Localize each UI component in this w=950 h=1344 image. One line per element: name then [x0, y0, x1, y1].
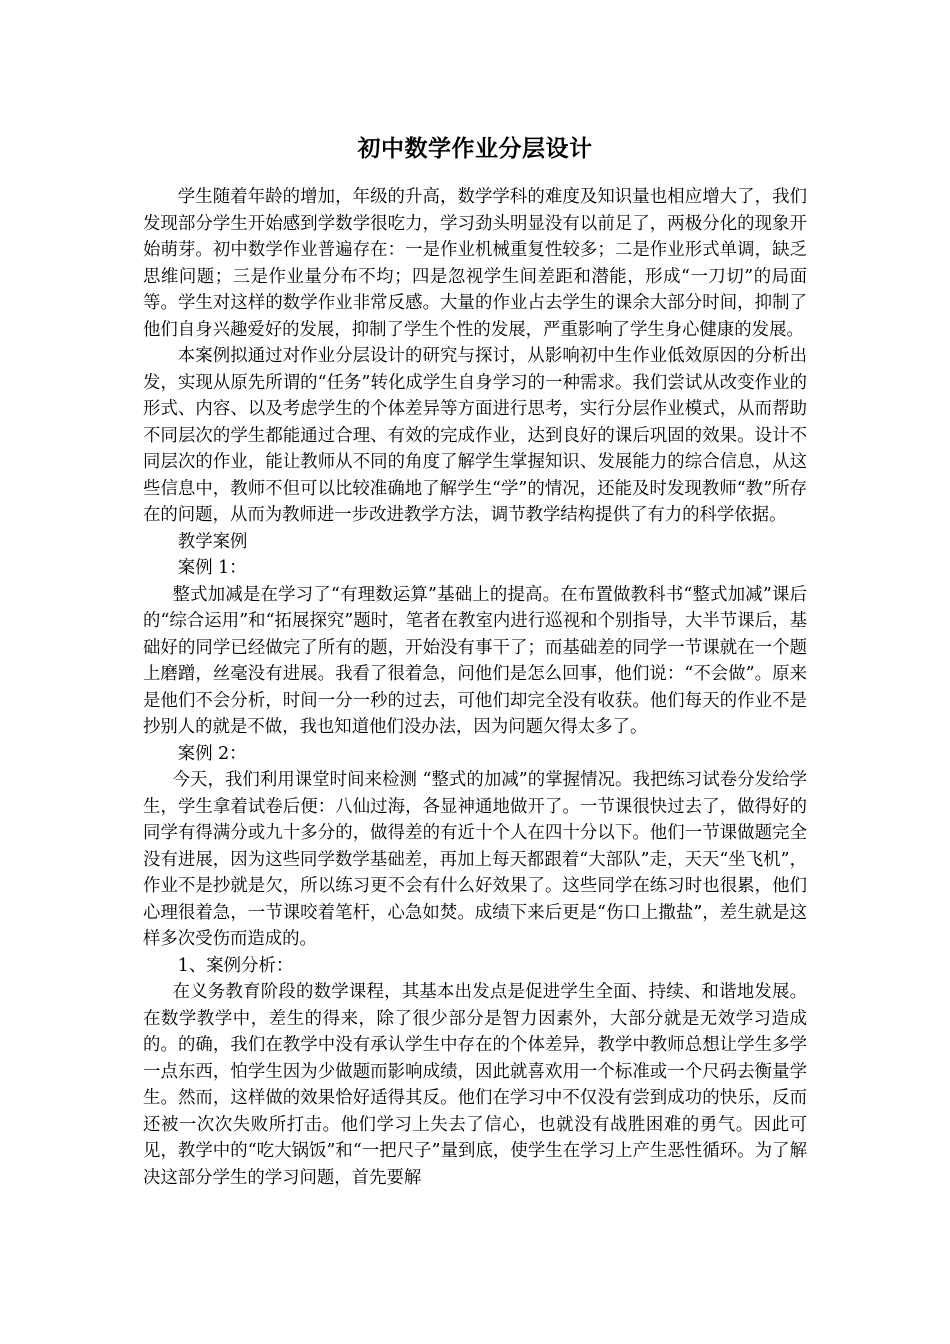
heading-case-1: 案例 1：	[177, 558, 247, 578]
paragraph-case-2: 今天，我们利用课堂时间来检测 “整式的加减”的掌握情况。我把练习试卷分发给学生，学生拿着试卷后便：八仙过海，各显神通地做开了。一节课很快过去了，做得好的同学有得满分或九十多分的，做得差的有近十个人在四十分以下。他们一节课做题完全没有进展，因为这些同学数学基础差，再加上每天都跟着“大部队”走，天天“坐飞机”，作业不是抄就是欠，所以练习更不会有什么好效果了。这些同学在练习时也很累，他们心理很着急，一节课咬着笔杆，心急如焚。成绩下来后更是“伤口上撒盐”，差生就是这样多次受伤而造成的。	[143, 770, 807, 949]
heading-case-2: 案例 2：	[177, 743, 247, 764]
paragraph-case-analysis: 在义务教育阶段的数学课程，其基本出发点是促进学生全面、持续、和谐地发展。在数学教学中，差生的得来，除了很少部分是智力因素外，大部分就是无效学习造成的。的确，我们在教学中没有承认学生中存在的个体差异，教学中教师总想让学生多学一点东西，怕学生因为少做题而影响成绩，因此就喜欢用一个标准或一个尺码去衡量学生。然而，这样做的效果恰好适得其反。他们在学习中不仅没有尝到成功的快乐，反而还被一次次失败所打击。他们学习上失去了信心，也就没有战胜困难的勇气。因此可见，教学中的“吃大锅饭”和“一把尺子”量到底，使学生在学习上产生恶性循环。为了解决这部分学生的学习问题，首先要解	[143, 982, 807, 1188]
paragraph-case-1: 整式加减是在学习了“有理数运算”基础上的提高。在布置做教科书“整式加减”课后的“综合运用”和“拓展探究”题时，笔者在教室内进行巡视和个别指导，大半节课后，基础好的同学已经做完了所有的题，开始没有事干了；而基础差的同学一节课就在一个题上磨蹭，丝毫没有进展。我看了很着急，问他们是怎么回事，他们说：“不会做”。原来是他们不会分析，时间一分一秒的过去，可他们却完全没有收获。他们每天的作业不是抄别人的就是不做，我也知道他们没办法，因为问题欠得太多了。	[143, 584, 807, 737]
paragraph-intro: 学生随着年龄的增加，年级的升高，数学学科的难度及知识量也相应增大了，我们发现部分学生开始感到学数学很吃力，学习劲头明显没有以前足了，两极分化的现象开始萌芽。初中数学作业普遍存在：一是作业机械重复性较多；二是作业形式单调，缺乏思维问题；三是作业量分布不均；四是忽视学生间差距和潜能，形成“一刀切”的局面等。学生对这样的数学作业非常反感。大量的作业占去学生的课余大部分时间，抑制了他们自身兴趣爱好的发展，抑制了学生个性的发展，严重影响了学生身心健康的发展。	[143, 187, 807, 340]
heading-teaching-cases: 教学案例	[177, 531, 248, 552]
paragraph-purpose: 本案例拟通过对作业分层设计的研究与探讨，从影响初中生作业低效原因的分析出发，实现从原先所谓的“任务”转化成学生自身学习的一种需求。我们尝试从改变作业的形式、内容、以及考虑学生的个体差异等方面进行思考，实行分层作业模式，从而帮助不同层次的学生都能通过合理、有效的完成作业，达到良好的课后巩固的效果。设计不同层次的作业，能让教师从不同的角度了解学生掌握知识、发展能力的综合信息，从这些信息中，教师不但可以比较准确地了解学生“学”的情况，还能及时发现教师“教”所存在的问题，从而为教师进一步改进教学方法，调节教学结构提供了有力的科学依据。	[143, 346, 807, 525]
document-title: 初中数学作业分层设计	[357, 136, 593, 162]
heading-case-analysis: 1、案例分析：	[177, 955, 294, 976]
document-body	[143, 184, 807, 1191]
